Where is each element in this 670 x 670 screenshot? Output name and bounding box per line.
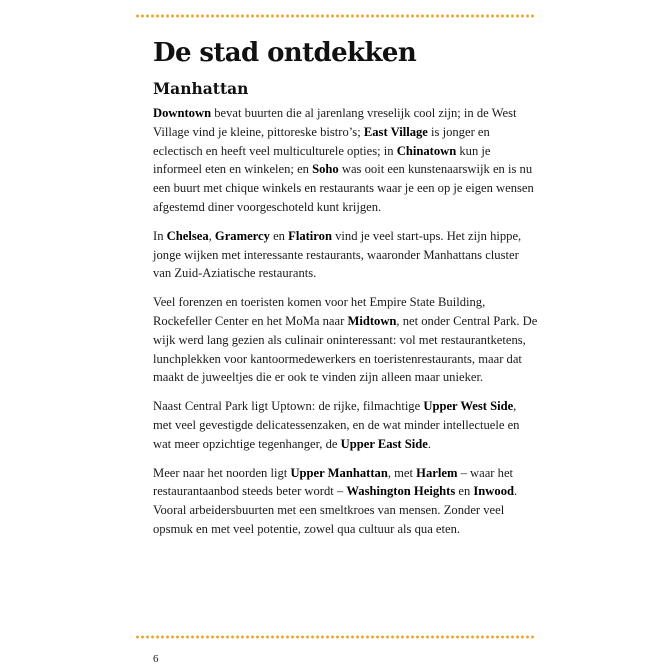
bold-upper-manhattan: Upper Manhattan	[290, 465, 388, 480]
bottom-dotted-rule	[135, 635, 535, 639]
bold-flatiron: Flatiron	[288, 228, 332, 243]
text-span: . Vooral arbeidersbuurten met een smeltkroes van mensen. Zonder veel opsmuk en met veel potentie, zowel qua cultuur als qua eten.	[153, 484, 518, 536]
bold-soho: Soho	[312, 162, 339, 177]
bold-east-village: East Village	[363, 124, 428, 139]
text-span: was ooit een kunstenaarswijk en is nu een buurt met chique winkels en restaurants waar je een op je eigen wensen afgestemd diner voorgeschoteld kunt krijgen.	[153, 162, 534, 214]
paragraph-midtown	[153, 293, 538, 387]
bold-chelsea: Chelsea	[166, 228, 209, 243]
page-title: De stad ontdekken	[153, 38, 417, 68]
bold-downtown: Downtown	[153, 106, 212, 120]
bold-washington-heights: Washington Heights	[346, 484, 456, 499]
bold-upper-west-side: Upper West Side	[423, 399, 514, 414]
text-span: , met	[387, 465, 417, 480]
bold-upper-east-side: Upper East Side	[340, 436, 428, 451]
paragraph-upper-manhattan	[153, 464, 538, 539]
text-span: bevat buurten die al jarenlang vreselijk cool zijn; in de West Village vind je kleine, pittoreske bistro’s;	[153, 106, 517, 139]
bold-harlem: Harlem	[416, 465, 458, 480]
top-dotted-rule	[135, 14, 535, 18]
text-span: kun je informeel eten en winkelen; en	[153, 143, 491, 177]
text-span: In	[153, 228, 167, 243]
text-span: en	[269, 228, 289, 243]
text-span: vind je veel start-ups. Het zijn hippe, jonge wijken met interessante restaurants, waaronder Manhattans cluster van Zuid-Aziatische restaurants.	[153, 228, 522, 281]
bold-gramercy: Gramercy	[214, 228, 270, 243]
text-span: .	[427, 436, 432, 451]
paragraph-downtown	[153, 104, 538, 217]
text-span: en	[455, 484, 474, 499]
page-number: 6	[153, 653, 159, 665]
page-content	[153, 36, 538, 539]
bold-inwood: Inwood	[473, 484, 515, 499]
text-span: , net onder Central Park. De wijk werd lang gezien als culinair oninteressant: vol met restaurantketens, lunchplekken voor kantoormedewerkers en toeristenrestaurants, maar dat maakt de juweeltjes die er ook te vinden zijn alleen maar unieker.	[153, 313, 538, 385]
text-span: , met veel gevestigde delicatessenzaken, en de wat minder intellectuele en wat meer opzichtige tegenhanger, de	[153, 399, 520, 451]
text-span: – waar het restaurantaanbod steeds beter wordt –	[153, 465, 514, 499]
text-span: Meer naar het noorden ligt	[153, 465, 291, 480]
text-span: is jonger en eclectisch en heeft veel multiculturele opties; in	[153, 124, 490, 158]
text-span: Naast Central Park ligt Uptown: de rijke, filmachtige	[153, 399, 424, 414]
paragraph-chelsea	[153, 227, 538, 283]
text-span: Veel forenzen en toeristen komen voor het Empire State Building, Rockefeller Center en het MoMa naar	[153, 295, 486, 328]
bold-midtown: Midtown	[347, 313, 397, 328]
section-heading: Manhattan	[153, 79, 249, 98]
paragraph-uptown	[153, 397, 538, 453]
bold-chinatown: Chinatown	[396, 143, 457, 158]
text-span: ,	[208, 228, 215, 243]
